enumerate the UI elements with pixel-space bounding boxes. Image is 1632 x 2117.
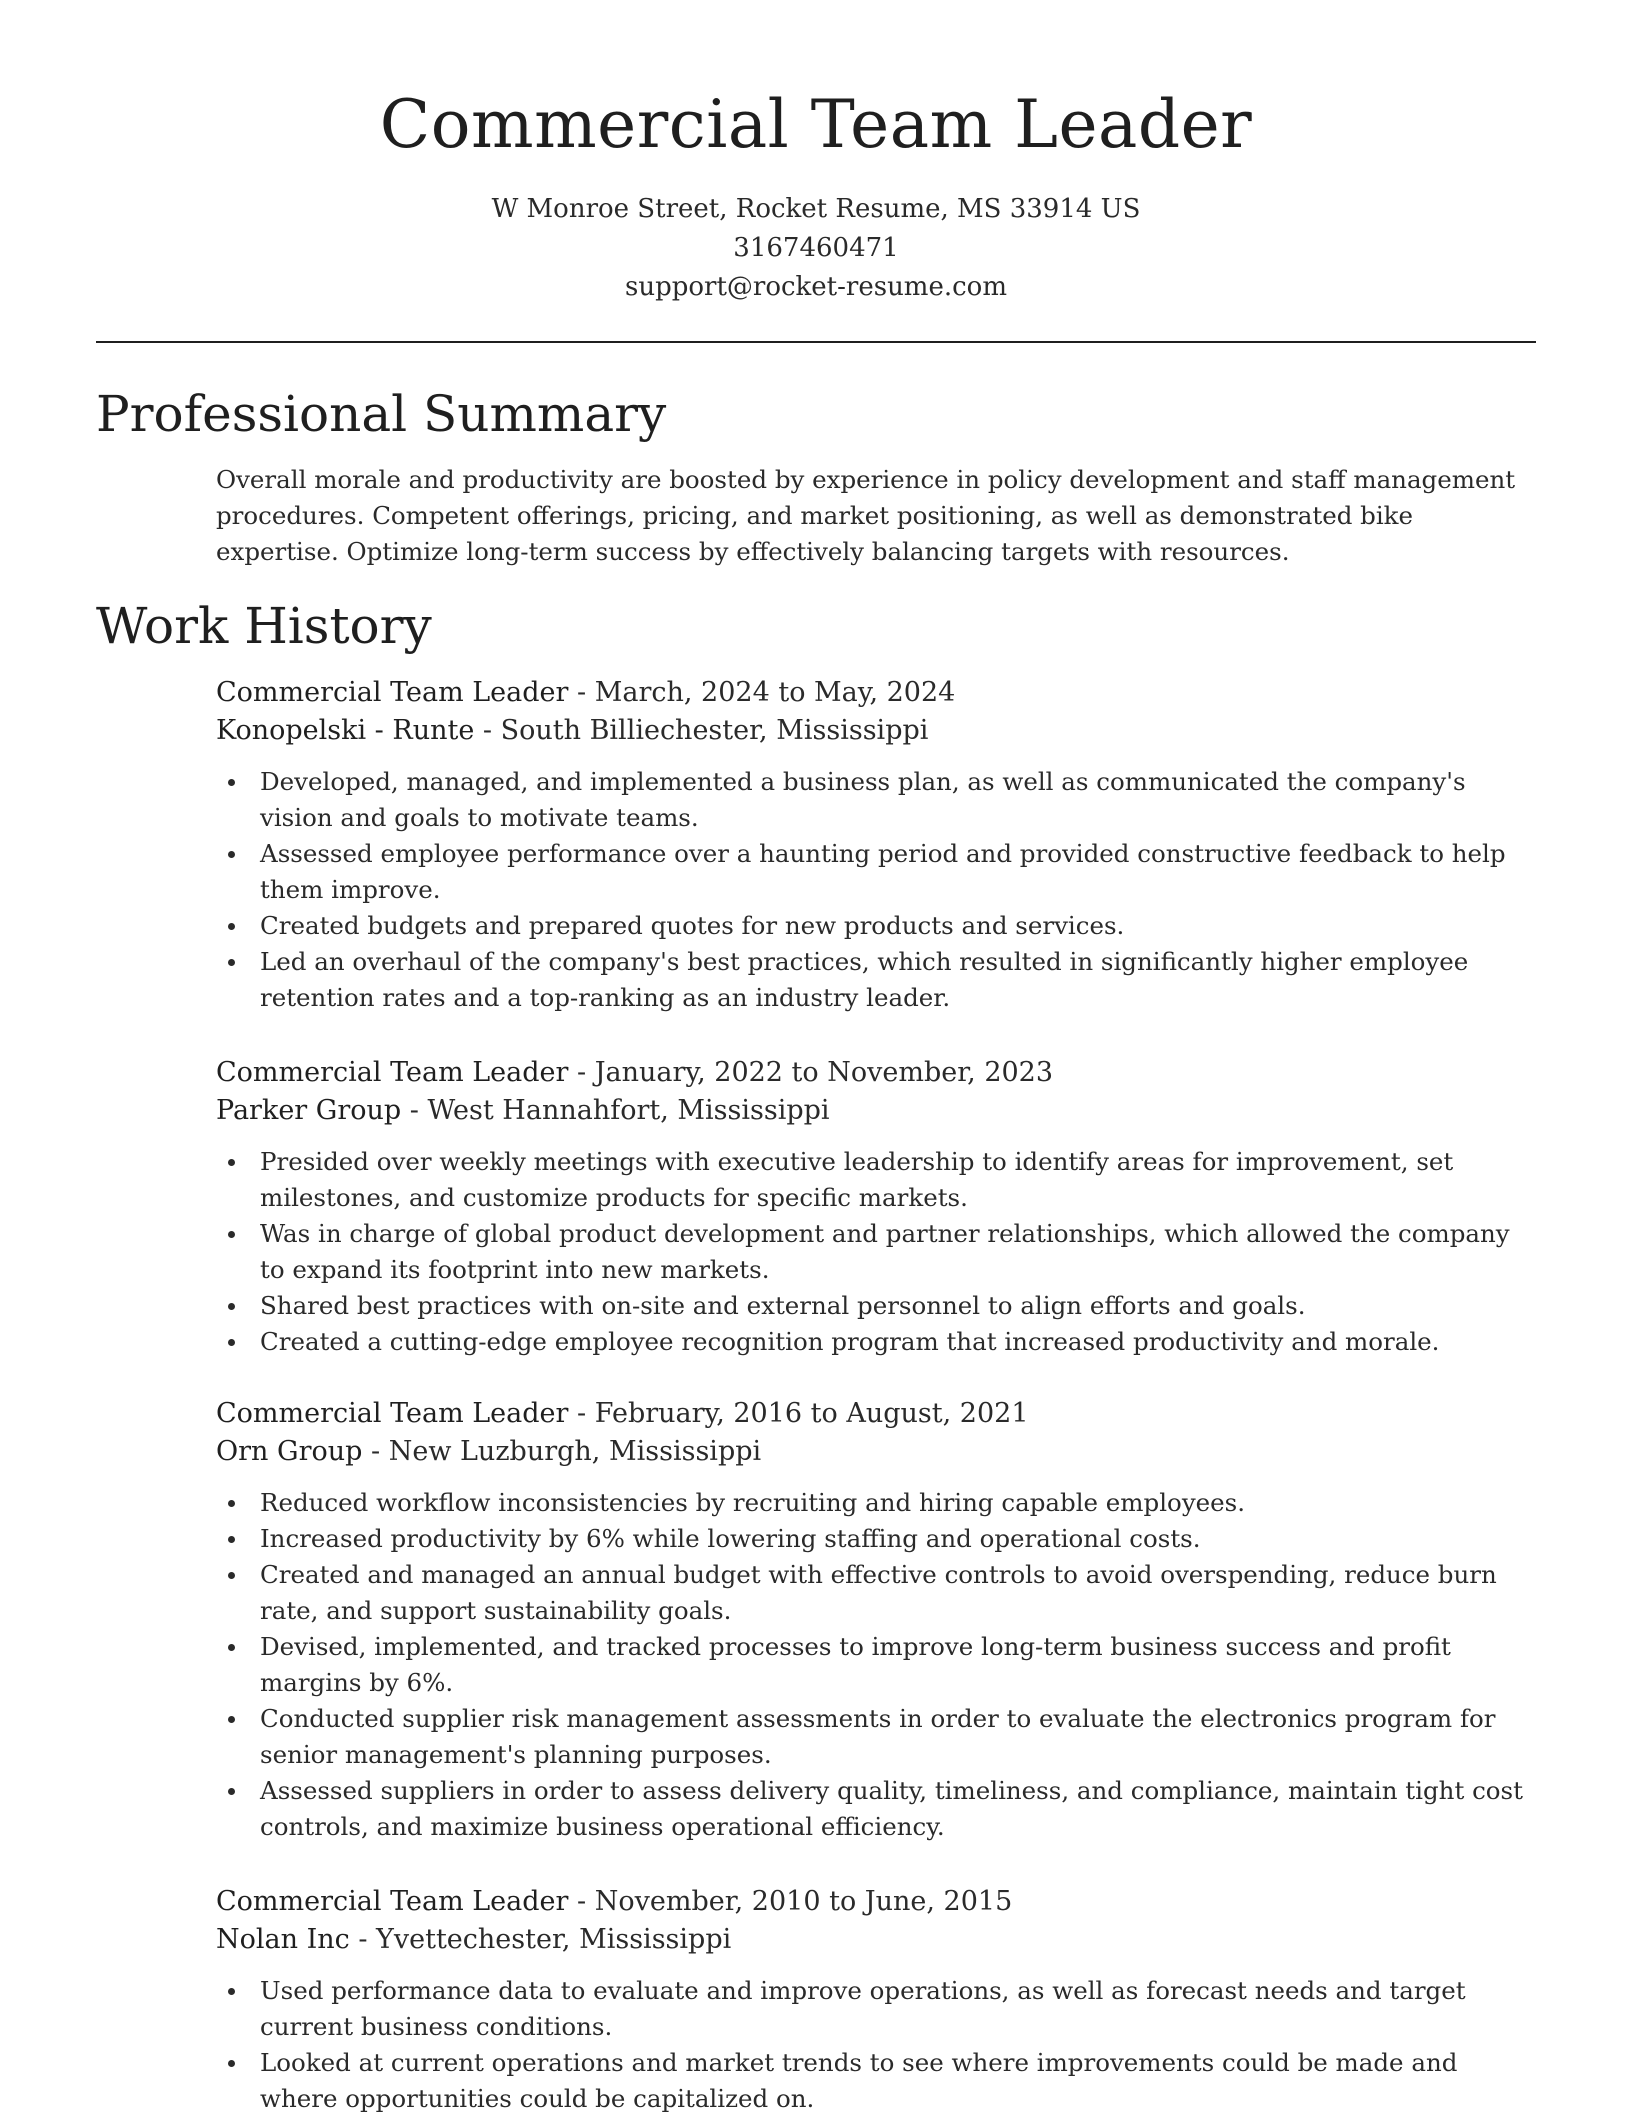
bullet-icon — [228, 1159, 235, 1166]
section-title-summary: Professional Summary — [96, 385, 667, 443]
bullet-text: Created budgets and prepared quotes for new products and services. — [260, 911, 1125, 940]
bullet-icon — [228, 851, 235, 858]
bullet-icon — [228, 1303, 235, 1310]
bullet-item — [216, 1216, 1536, 1288]
job-company-line — [216, 1921, 1536, 1959]
job-dates: - March, 2024 to May, 2024 — [568, 677, 956, 708]
phone-number: 3167460471 — [733, 233, 899, 263]
bullet-item — [216, 1773, 1536, 1845]
bullet-item — [216, 944, 1536, 1016]
job-entry — [216, 674, 1536, 1016]
bullet-text: Conducted supplier risk management assessments in order to evaluate the electronics program for senior management's planning purposes. — [260, 1704, 1496, 1769]
bullet-item — [216, 764, 1536, 836]
bullet-text: Devised, implemented, and tracked processes to improve long-term business success and profit margins by 6%. — [260, 1632, 1451, 1697]
bullet-icon — [228, 1500, 235, 1507]
bullet-text: Shared best practices with on-site and external personnel to align efforts and goals. — [260, 1291, 1306, 1320]
job-title: Commercial Team Leader — [216, 1398, 569, 1429]
job-bullets — [216, 1485, 1536, 1845]
bullet-icon — [228, 1988, 235, 1995]
bullet-icon — [228, 959, 235, 966]
job-title-line — [216, 1395, 1536, 1433]
job-entry — [216, 1883, 1536, 2117]
job-company-line — [216, 1092, 1536, 1130]
bullet-icon — [228, 1716, 235, 1723]
bullet-icon — [228, 1572, 235, 1579]
bullet-item — [216, 2045, 1536, 2117]
bullet-text: Assessed suppliers in order to assess delivery quality, timeliness, and compliance, maintain tight cost controls, and maximize business operational efficiency. — [260, 1776, 1523, 1841]
bullet-item — [216, 1521, 1536, 1557]
job-company-line — [216, 1433, 1536, 1471]
job-bullets — [216, 1973, 1536, 2117]
header-divider — [96, 341, 1536, 343]
bullet-icon — [228, 1644, 235, 1651]
resume-header — [96, 80, 1536, 307]
bullet-text: Created and managed an annual budget with effective controls to avoid overspending, reduce burn rate, and support sustainability goals. — [260, 1560, 1497, 1625]
job-bullets — [216, 764, 1536, 1016]
email-address: support@rocket-resume.com — [624, 272, 1007, 302]
company-name: Orn Group — [216, 1436, 363, 1467]
bullet-text: Looked at current operations and market trends to see where improvements could be made and where opportunities could be capitalized on. — [260, 2048, 1458, 2113]
bullet-icon — [228, 1536, 235, 1543]
job-location: - West Hannahfort, Mississippi — [401, 1095, 830, 1126]
job-company-line — [216, 712, 1536, 750]
bullet-item — [216, 1557, 1536, 1629]
bullet-icon — [228, 1339, 235, 1346]
bullet-text: Reduced workflow inconsistencies by recruiting and hiring capable employees. — [260, 1488, 1246, 1517]
bullet-text: Created a cutting-edge employee recognition program that increased productivity and morale. — [260, 1327, 1440, 1356]
job-entry — [216, 1395, 1536, 1845]
bullet-text: Increased productivity by 6% while lowering staffing and operational costs. — [260, 1524, 1201, 1553]
bullet-text: Led an overhaul of the company's best practices, which resulted in significantly higher employee retention rates and a top-ranking as an industry leader. — [260, 947, 1469, 1012]
job-title: Commercial Team Leader — [216, 1057, 569, 1088]
bullet-item — [216, 1629, 1536, 1701]
bullet-text: Was in charge of global product development and partner relationships, which allowed the company to expand its footprint into new markets. — [260, 1219, 1510, 1284]
job-location: - New Luzburgh, Mississippi — [362, 1436, 762, 1467]
bullet-icon — [228, 2060, 235, 2067]
bullet-item — [216, 1288, 1536, 1324]
bullet-item — [216, 1701, 1536, 1773]
job-entry — [216, 1054, 1536, 1360]
job-title-line — [216, 1054, 1536, 1092]
bullet-text: Assessed employee performance over a haunting period and provided constructive feedback to help them improve. — [260, 839, 1506, 904]
job-title-line — [216, 674, 1536, 712]
address: W Monroe Street, Rocket Resume, MS 33914 US — [491, 194, 1141, 224]
company-name: Parker Group — [216, 1095, 402, 1126]
job-title-line — [216, 1883, 1536, 1921]
job-bullets — [216, 1144, 1536, 1360]
job-title: Commercial Team Leader — [216, 1886, 569, 1917]
bullet-item — [216, 1973, 1536, 2045]
bullet-item — [216, 1324, 1536, 1360]
company-name: Konopelski - Runte — [216, 715, 475, 746]
bullet-icon — [228, 779, 235, 786]
job-title: Commercial Team Leader — [216, 677, 569, 708]
bullet-item — [216, 1485, 1536, 1521]
bullet-text: Presided over weekly meetings with executive leadership to identify areas for improvement, set milestones, and customize products for specific markets. — [260, 1147, 1454, 1212]
job-location: - Yvettechester, Mississippi — [349, 1924, 732, 1955]
company-name: Nolan Inc — [216, 1924, 350, 1955]
candidate-name: Commercial Team Leader — [379, 86, 1253, 163]
bullet-icon — [228, 1788, 235, 1795]
bullet-text: Developed, managed, and implemented a business plan, as well as communicated the company's vision and goals to motivate teams. — [260, 767, 1466, 832]
summary-text: Overall morale and productivity are boosted by experience in policy development and staff management procedures. Competent offerings, pricing, and market positioning, as well as demonstrated bike expertise. Optimize long-term success by effectively balancing targets with resources. — [216, 465, 1516, 566]
job-location: - South Billiechester, Mississippi — [474, 715, 929, 746]
bullet-item — [216, 908, 1536, 944]
bullet-icon — [228, 1231, 235, 1238]
job-dates: - November, 2010 to June, 2015 — [568, 1886, 1013, 1917]
section-title-work-history: Work History — [96, 597, 432, 655]
bullet-text: Used performance data to evaluate and improve operations, as well as forecast needs and target current business conditions. — [260, 1976, 1466, 2041]
bullet-icon — [228, 923, 235, 930]
bullet-item — [216, 1144, 1536, 1216]
bullet-item — [216, 836, 1536, 908]
job-dates: - February, 2016 to August, 2021 — [568, 1398, 1029, 1429]
job-dates: - January, 2022 to November, 2023 — [568, 1057, 1054, 1088]
